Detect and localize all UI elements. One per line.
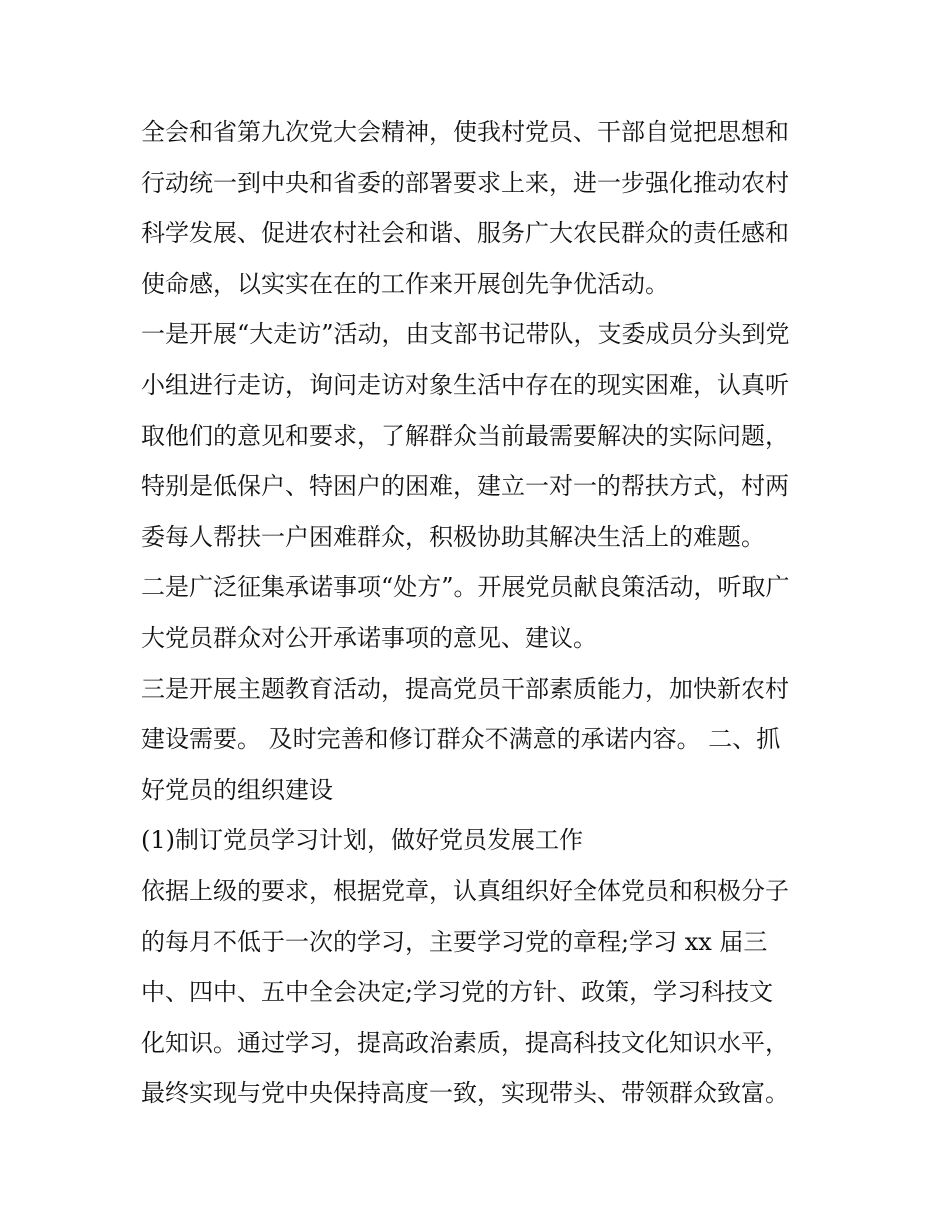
text-line: 委每人帮扶一户困难群众，积极协助其解决生活上的难题。 xyxy=(141,522,765,551)
text-line: 科学发展、促进农村社会和谐、服务广大农民群众的责任感和 xyxy=(141,219,789,248)
text-line: 依据上级的要求，根据党章，认真组织好全体党员和积极分子 xyxy=(141,876,789,905)
text-line: (1)制订党员学习计划，做好党员发展工作 xyxy=(141,826,583,855)
text-line: 取他们的意见和要求，了解群众当前最需要解决的实际问题， xyxy=(141,421,789,450)
text-line: 大党员群众对公开承诺事项的意见、建议。 xyxy=(141,623,597,652)
text-line: 使命感，以实实在在的工作来开展创先争优活动。 xyxy=(141,269,669,298)
text-line: 全会和省第九次党大会精神，使我村党员、干部自觉把思想和 xyxy=(141,118,789,146)
text-line: 的每月不低于一次的学习，主要学习党的章程;学习 xx 届三 xyxy=(141,927,768,956)
text-line: 小组进行走访，询问走访对象生活中存在的现实困难，认真听 xyxy=(141,370,789,399)
text-line: 好党员的组织建设 xyxy=(141,775,333,804)
text-line: 化知识。通过学习，提高政治素质，提高科技文化知识水平， xyxy=(141,1028,789,1057)
text-line: 建设需要。 及时完善和修订群众不满意的承诺内容。 二、抓 xyxy=(141,725,781,754)
text-line: 三是开展主题教育活动，提高党员干部素质能力，加快新农村 xyxy=(141,674,789,703)
text-line: 特别是低保户、特困户的困难，建立一对一的帮扶方式，村两 xyxy=(141,472,789,501)
document-body xyxy=(141,107,821,1119)
text-line: 一是开展“大走访”活动，由支部书记带队，支委成员分头到党 xyxy=(141,320,790,349)
text-line: 最终实现与党中央保持高度一致，实现带头、带领群众致富。 xyxy=(141,1079,789,1108)
text-line: 行动统一到中央和省委的部署要求上来，进一步强化推动农村 xyxy=(141,168,789,197)
text-line: 二是广泛征集承诺事项“处方”。开展党员献良策活动，听取广 xyxy=(141,573,790,602)
text-line: 中、四中、五中全会决定;学习党的方针、政策，学习科技文 xyxy=(141,978,774,1007)
